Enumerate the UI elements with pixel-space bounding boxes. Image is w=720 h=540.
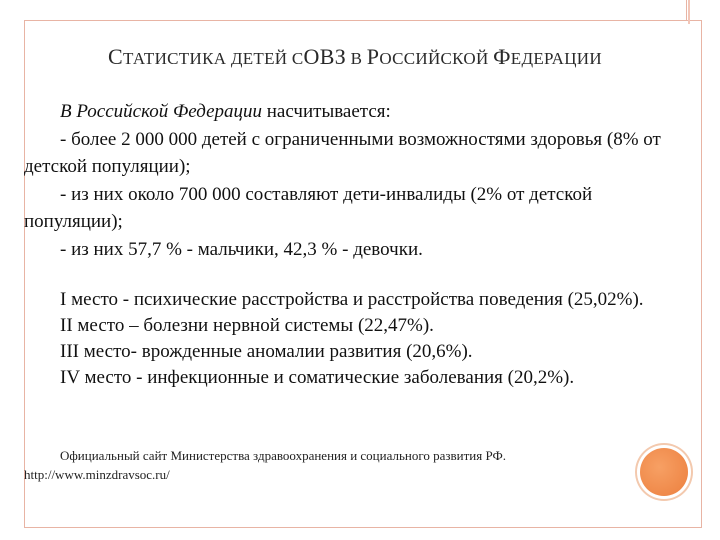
source-title: Официальный сайт Министерства здравоохранения и социального развития РФ. <box>60 448 507 463</box>
bullet-disabled-children: - из них около 700 000 составляют дети-инвалиды (2% от детской популяции); <box>24 183 593 232</box>
title-part: ОВЗ <box>303 44 347 69</box>
title-part: Р <box>366 44 380 69</box>
frame-corner-line <box>686 0 687 21</box>
frame-accent-bar <box>688 0 690 24</box>
title-part: В <box>346 49 367 68</box>
title-part: Ф <box>493 44 511 69</box>
orange-circle-decoration <box>640 448 688 496</box>
lead-paragraph <box>24 98 684 126</box>
lead-rest: насчитывается: <box>262 101 391 122</box>
source-note <box>24 446 624 484</box>
ranking-list <box>60 287 700 391</box>
ranking-item: IV место - инфекционные и соматические заболевания (20,2%). <box>60 367 575 388</box>
title-part: ЕДЕРАЦИИ <box>510 49 602 68</box>
source-url[interactable]: http://www.minzdravsoc.ru/ <box>24 467 170 482</box>
title-part: ТАТИСТИКА ДЕТЕЙ С <box>122 49 304 68</box>
statistics-text <box>24 98 684 263</box>
slide-title <box>108 44 698 70</box>
ranking-item: I место - психические расстройства и расстройства поведения (25,02%). <box>60 289 644 310</box>
title-part: С <box>108 44 123 69</box>
bullet-gender-split: - из них 57,7 % - мальчики, 42,3 % - девочки. <box>60 238 423 260</box>
ranking-item: III место- врожденные аномалии развития (20,6%). <box>60 341 473 362</box>
bullet-children-total: - более 2 000 000 детей с ограниченными возможностями здоровья (8% от детской популяции); <box>24 128 661 177</box>
ranking-item: II место – болезни нервной системы (22,47%). <box>60 315 434 336</box>
title-part: ОССИЙСКОЙ <box>379 49 494 68</box>
lead-italic: В Российской Федерации <box>60 101 263 122</box>
